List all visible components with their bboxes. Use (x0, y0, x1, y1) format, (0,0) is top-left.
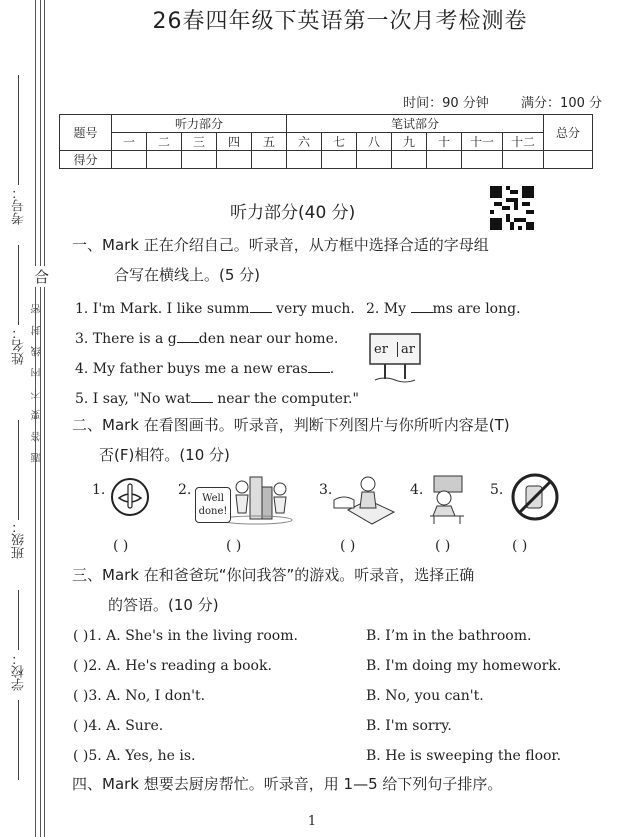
score-cell[interactable] (392, 151, 427, 169)
q1-item-3 (75, 330, 338, 347)
pic-number-1: 1. (92, 482, 106, 498)
signpost-icon (369, 333, 421, 383)
item-text: ms are long. (432, 301, 521, 317)
answer-blank[interactable] (191, 390, 213, 403)
score-cell[interactable] (217, 151, 252, 169)
q1-heading-line1: 一、Mark 正在介绍自己。听录音，从方框中选择合适的字母组 (72, 236, 489, 254)
score-cell[interactable] (182, 151, 217, 169)
q1-item-4 (75, 360, 334, 377)
answer-blank[interactable] (177, 330, 199, 343)
school-blank (18, 590, 19, 650)
row-label-score: 得分 (60, 151, 112, 169)
q3-heading-line1: 三、Mark 在和爸爸玩“你问我答”的游戏。听录音，选择正确 (72, 566, 475, 584)
score-cell[interactable] (287, 151, 322, 169)
score-cell[interactable] (322, 151, 357, 169)
boy-with-book-icon (424, 474, 469, 524)
question-number: 六 (287, 133, 322, 151)
score-cell[interactable] (503, 151, 544, 169)
quiet-face-icon (110, 476, 150, 518)
binding-margin (0, 0, 50, 837)
question-number: 七 (322, 133, 357, 151)
time-score-info (403, 92, 602, 111)
no-answer-hint: 题 答 要 不 内 线 封 密 (32, 300, 43, 463)
total-header: 总分 (544, 115, 593, 151)
letter-options-box (369, 333, 421, 383)
item-text: near the computer." (212, 391, 359, 407)
question-number: 九 (392, 133, 427, 151)
item-text: 3. There is a g (75, 331, 177, 347)
question-number: 二 (147, 133, 182, 151)
page-title: 26春四年级下英语第一次月考检测卷 (152, 9, 528, 34)
score-cell[interactable] (252, 151, 287, 169)
item-text: 1. I'm Mark. I like summ (75, 301, 250, 317)
name-label: 姓名： (12, 326, 27, 365)
item-text: . (329, 361, 335, 377)
answer-blank[interactable] (250, 300, 272, 313)
q1-item-2 (366, 300, 521, 317)
q2-heading-line1: 二、Mark 在看图画书。听录音，判断下列图片与你所听内容是(T) (72, 416, 510, 434)
qr-code-icon (490, 186, 534, 230)
q2-heading-line2: 否(F)相符。(10 分) (99, 446, 230, 464)
question-number: 十二 (503, 133, 544, 151)
name-blank (18, 245, 19, 325)
score-cell[interactable] (147, 151, 182, 169)
q3-item-1-b: B. I’m in the bathroom. (366, 628, 532, 644)
score-cell[interactable] (427, 151, 462, 169)
tf-answer-5[interactable]: ( ) (512, 538, 528, 554)
question-number: 三 (182, 133, 217, 151)
score-cell[interactable] (112, 151, 147, 169)
listening-header: 听力部分 (112, 115, 287, 133)
full-score-label: 满分：100 分 (521, 96, 602, 111)
q2-heading (72, 410, 510, 470)
class-blank (18, 420, 19, 520)
tf-answer-1[interactable]: ( ) (113, 538, 129, 554)
q3-item-3-a[interactable]: ( )3. A. No, I don't. (73, 688, 206, 704)
q3-item-3-b: B. No, you can't. (366, 688, 484, 704)
question-number: 八 (357, 133, 392, 151)
q3-heading-line2: 的答语。(10 分) (108, 596, 219, 614)
no-eating-sign-icon (510, 472, 560, 522)
side-char: 合 (34, 268, 50, 286)
pic-number-5: 5. (490, 482, 504, 498)
question-number: 十 (427, 133, 462, 151)
option-ar: ar (397, 342, 415, 357)
q3-item-5-b: B. He is sweeping the floor. (366, 748, 562, 764)
time-label: 时间：90 分钟 (403, 96, 489, 111)
question-number: 十一 (462, 133, 503, 151)
question-number: 四 (217, 133, 252, 151)
option-er: er (374, 342, 388, 357)
pic-number-2: 2. (178, 482, 192, 498)
q1-heading (72, 230, 489, 290)
q4-heading: 四、Mark 想要去厨房帮忙。听录音，用 1—5 给下列句子排序。 (72, 775, 503, 793)
exam-no-blank (18, 75, 19, 185)
q3-item-4-a[interactable]: ( )4. A. Sure. (73, 718, 164, 734)
answer-blank[interactable] (411, 300, 433, 313)
score-cell[interactable] (357, 151, 392, 169)
q3-heading (72, 560, 474, 620)
item-text: 4. My father buys me a new eras (75, 361, 308, 377)
question-number: 五 (252, 133, 287, 151)
q1-heading-line2: 合写在横线上。(5 分) (114, 266, 261, 284)
q1-item-1 (75, 300, 355, 317)
score-table (59, 114, 593, 169)
written-header: 笔试部分 (287, 115, 544, 133)
page-number: 1 (307, 814, 317, 829)
item-text: 5. I say, "No wat (75, 391, 191, 407)
school-blank-2 (18, 700, 19, 780)
row-label-number: 题号 (60, 115, 112, 151)
q3-item-2-b: B. I'm doing my homework. (366, 658, 562, 674)
item-text: very much. (271, 301, 355, 317)
speech-bubble: Well done! (195, 487, 231, 523)
listening-section-title: 听力部分(40 分) (230, 203, 356, 223)
score-cell[interactable] (462, 151, 503, 169)
tf-answer-4[interactable]: ( ) (435, 538, 451, 554)
q3-item-1-a[interactable]: ( )1. A. She's in the living room. (73, 628, 298, 644)
answer-blank[interactable] (308, 360, 330, 373)
school-label: 学校： (12, 652, 27, 691)
tf-answer-2[interactable]: ( ) (226, 538, 242, 554)
q3-item-2-a[interactable]: ( )2. A. He's reading a book. (73, 658, 272, 674)
question-number: 一 (112, 133, 147, 151)
class-label: 班级： (12, 520, 27, 559)
exam-no-label: 考号： (12, 186, 27, 225)
pic-number-4: 4. (410, 482, 424, 498)
q1-item-5 (75, 390, 359, 407)
item-text: den near our home. (198, 331, 339, 347)
pic-number-3: 3. (319, 482, 333, 498)
q3-item-4-b: B. I'm sorry. (366, 718, 452, 734)
score-cell[interactable] (544, 151, 593, 169)
bathroom-girl-icon (328, 474, 398, 526)
item-text: 2. My (366, 301, 411, 317)
tf-answer-3[interactable]: ( ) (340, 538, 356, 554)
q3-item-5-a[interactable]: ( )5. A. Yes, he is. (73, 748, 196, 764)
